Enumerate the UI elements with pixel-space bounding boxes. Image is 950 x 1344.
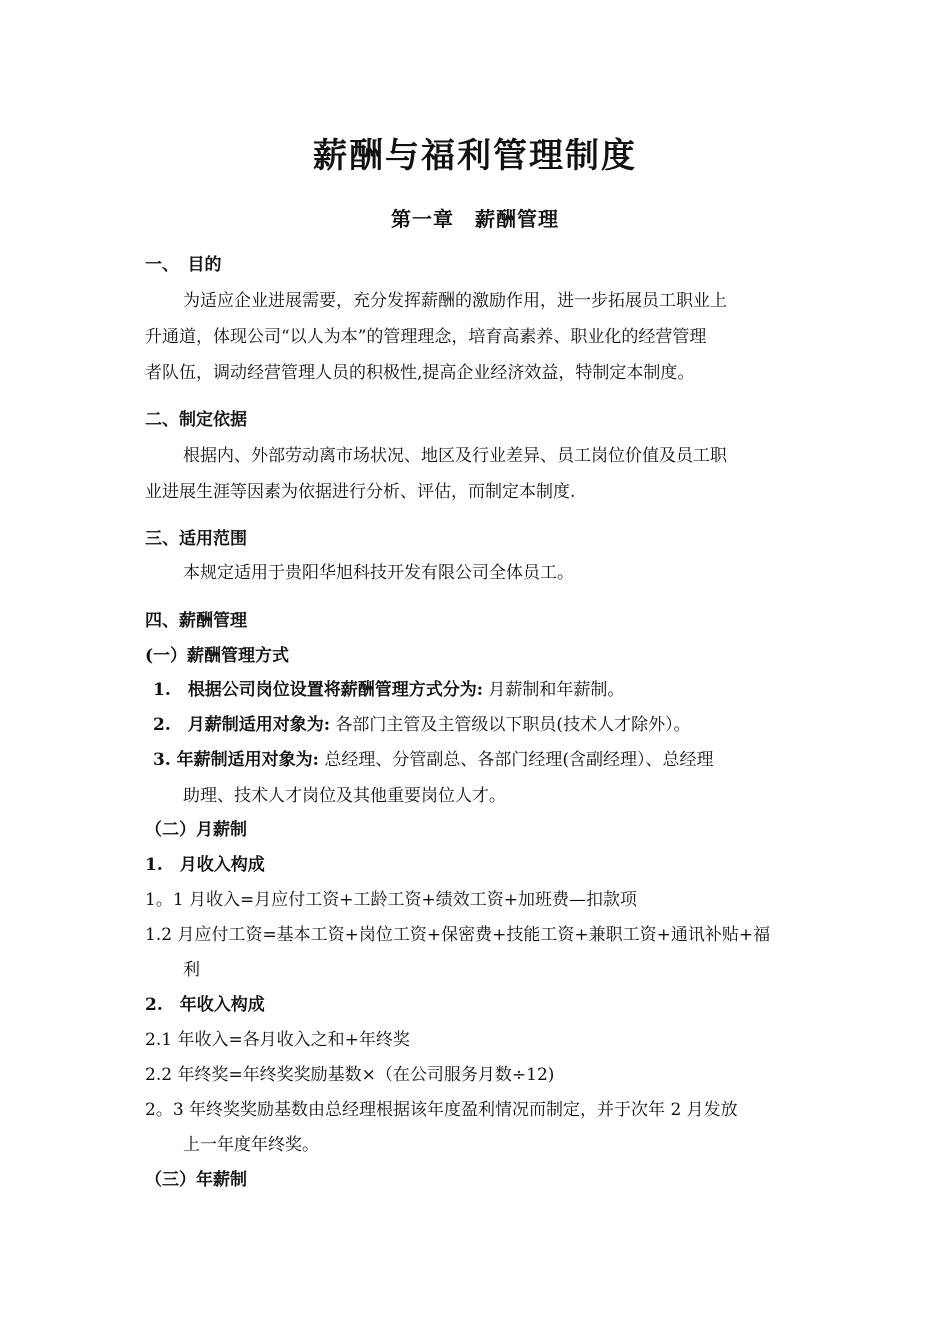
formula-line: 1。1 月收入=月应付工资+工龄工资+绩效工资+加班费—扣款项	[145, 890, 638, 910]
formula-line: 2.1 年收入=各月收入之和+年终奖	[145, 1030, 410, 1050]
paragraph-line: 升通道，体现公司“以人为本”的管理理念，培育高素养、职业化的经营管理	[145, 327, 707, 347]
paragraph-line: 根据内、外部劳动离市场状况、地区及行业差异、员工岗位价值及员工职	[183, 446, 727, 466]
list-item	[153, 713, 823, 737]
formula-line-continuation: 上一年度年终奖。	[183, 1135, 319, 1155]
list-item	[153, 748, 823, 772]
item-heading: 1. 月收入构成	[145, 855, 265, 875]
list-item-continuation: 助理、技术人才岗位及其他重要岗位人才。	[183, 786, 506, 806]
list-item-label: 3. 年薪制适用对象为:	[153, 750, 319, 770]
formula-line: 2.2 年终奖=年终奖奖励基数×（在公司服务月数÷12)	[145, 1065, 555, 1085]
list-item-label: 2. 月薪制适用对象为:	[153, 715, 331, 735]
list-item-text: 各部门主管及主管级以下职员(技术人才除外）。	[330, 715, 691, 735]
document-title: 薪酬与福利管理制度	[313, 136, 637, 176]
section-heading-salary: 四、薪酬管理	[145, 611, 247, 631]
paragraph-line: 者队伍，调动经营管理人员的积极性,提高企业经济效益，特制定本制度。	[145, 363, 695, 383]
paragraph-line: 本规定适用于贵阳华旭科技开发有限公司全体员工。	[183, 563, 574, 583]
paragraph-line: 业进展生涯等因素为依据进行分析、评估，而制定本制度.	[145, 482, 576, 502]
section-heading-scope: 三、适用范围	[145, 529, 247, 549]
formula-line: 1.2 月应付工资=基本工资+岗位工资+保密费+技能工资+兼职工资+通讯补贴+福	[145, 925, 771, 945]
formula-line-continuation: 利	[183, 960, 200, 980]
formula-line: 2。3 年终奖奖励基数由总经理根据该年度盈利情况而制定，并于次年 2 月发放	[145, 1100, 738, 1120]
subsection-heading: （三）年薪制	[145, 1170, 247, 1190]
subsection-heading: （二）月薪制	[145, 820, 247, 840]
list-item-text: 月薪制和年薪制。	[483, 680, 625, 700]
item-heading: 2. 年收入构成	[145, 995, 265, 1015]
subsection-heading: (一）薪酬管理方式	[145, 646, 290, 666]
list-item	[153, 678, 823, 702]
list-item-text: 总经理、分管副总、各部门经理(含副经理）、总经理	[318, 750, 714, 770]
paragraph-line: 为适应企业进展需要，充分发挥薪酬的激励作用，进一步拓展员工职业上	[183, 291, 727, 311]
section-heading-purpose: 一、 目的	[145, 255, 222, 275]
chapter-heading: 第一章 薪酬管理	[391, 207, 559, 231]
list-item-label: 1. 根据公司岗位设置将薪酬管理方式分为:	[153, 680, 484, 700]
section-heading-basis: 二、制定依据	[145, 410, 247, 430]
